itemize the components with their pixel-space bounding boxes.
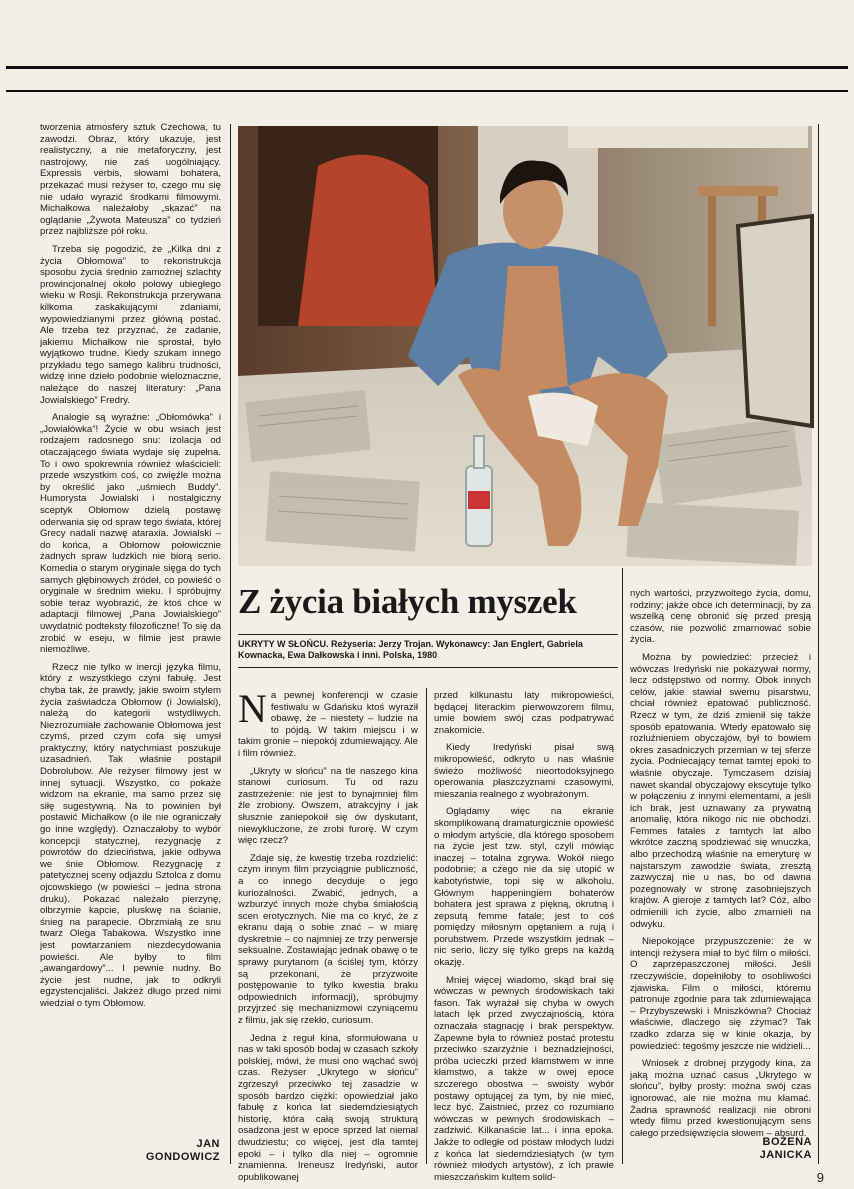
paragraph	[40, 662, 221, 1010]
paragraph	[40, 412, 221, 655]
signature-line: JAN	[196, 1138, 220, 1150]
column-divider	[622, 568, 623, 1164]
paragraph-text: Mniej więcej wiadomo, skąd brał się wówczas w pewnych środowiskach taki fason. Tak wyrażał się chyba w owych latach lęk przed zwyczajnością, która oznaczała stagnację i brak perspektyw. Zapewne była to również postać protestu przeciwko szarzyźnie i beznadziejności, próba ucieczki przed kłamstwem w inne kłamstwo, a także w owej epoce szczerego obostwa – swoisty wybór postawy optującej za tym, by nie mieć, lecz być. Zaistnieć, przez co rozumiano wówczas w pewnych środowiskach – zadziwić. Kilkanaście lat... i inna epoka. Jakże to odległe od postaw młodych ludzi z końca lat siedemdziesiątych (w tym również młodych artystów), z ich prawie mieszczańskim kultem solid-	[434, 974, 614, 1183]
paragraph-text: Trzeba się pogodzić, że „Kilka dni z życia Obłomowa” to rekonstrukcja sposobu życia średnio zamożnej szlachty prowincjonalnej około połowy ubiegłego wieku w Rosji. Rekonstrukcja przerywana kilkoma zaskakującymi zdaniami, wypowiedzianymi przez główną postać. Ale trzeba też przyznać, że zadanie, jakiemu Michałkow nie sprostał, było wyjątkowo trudne. Kiedy szukam innego przykładu tego samego kalibru trudności, widzę inne dzieło podobnie wieloznaczne, należące do naszej literatury: „Pana Jowialskiego” Fredry.	[40, 243, 221, 406]
article-column-2	[434, 690, 614, 1183]
signature-line: JANICKA	[759, 1149, 812, 1161]
paragraph	[40, 122, 221, 238]
header-rule-top	[6, 66, 848, 69]
paragraph-text: Można by powiedzieć: przecież i wówczas Iredyński nie pokazywał normy, lecz odstępstwo od normy. Obok innych celów, jakie stawiał swemu pisarstwu, chciał również epatować publiczność. Rzecz w tym, że dziś zmienił się także sposób epatowania. Wtedy epatowało się rozluźnieniem obyczajów, był to bowiem okres zasadniczych przemian w tej sferze życia. Podniecający temat tamtej epoki to właśnie obyczaje. Tymczasem dzisiaj nawet skandal obyczajowy ekscytuje tylko w połączeniu z innymi elementami, a jeśli ich brak, jest uznawany za prywatną anomalię, która nikogo nic nie obchodzi. Femmes fatales z tamtych lat albo wkrótce zaczną spodziewać się wnuczka, albo przechodzą właśnie na emeryturę w najstarszym zawodzie świata, zresztą zazwyczaj nie u nas, bo od dawna pozegnowały w stronę zasobniejszych krajów. A gieroje z tamtych lat? Cóż, albo odmienili ich życie, albo zmarnieli na odwyku.	[630, 651, 811, 930]
header-rule-bottom	[6, 90, 848, 92]
paragraph-text: nych wartości, przyzwoitego życia, domu, rodziny; jakże obce ich determinacji, by za wszelką cenę obronić się przed presją czasów, nie pozwolić zmarnować sobie życia.	[630, 588, 811, 646]
paragraph-text: Niepokojące przypuszczenie: że w intencji reżysera miał to być film o miłości. O zaprzepaszczonej miłości. Jeśli rzeczywiście, dopełniłoby to osobliwości zjawiska. Film o miłości, któremu patronuje zgodnie para tak zdumiewająca – Przybyszewski i Mniszkówna? Chociaż właściwie, dlaczego się zżymać? Tak rzadko zdarza się w kinie okazja, by powiedzieć: tegośmy jeszcze nie widzieli...	[630, 936, 811, 1052]
film-credits: UKRYTY W SŁOŃCU. Reżyseria: Jerzy Trojan. Wykonawcy: Jan Englert, Gabriela Kownacka, Ewa Dałkowska i inni. Polska, 1980	[238, 634, 618, 668]
article-column-1	[238, 686, 418, 1183]
photo-illustration	[238, 126, 812, 566]
paragraph	[434, 690, 614, 736]
paragraph	[434, 806, 614, 968]
paragraph	[434, 742, 614, 800]
film-still-photo	[238, 126, 812, 566]
paragraph	[238, 1033, 418, 1184]
paragraph-text: tworzenia atmosfery sztuk Czechowa, tu zawodzi. Obraz, który ukazuje, jest realistyczny, a nie metaforyczny, jest nastrojowy, nie zaś uogólniający. Expressis verbis, słowami bohatera, przekazać musi reżyser to, czego mu się nie udało wyrazić środkami filmowymi. Michałkowa należałoby „skazać” na oglądanie „Żywota Mateusza” co tydzień przez najbliższe pół roku.	[40, 122, 221, 238]
page-number: 9	[816, 1170, 824, 1185]
paragraph	[630, 936, 811, 1052]
paragraph-text: Kiedy Iredyński pisał swą mikropowieść, odkryto u nas właśnie świeżo możliwość nieortodoksyjnego operowania płaszczyznami czasowymi, mieszania realnego z wyobrażonym.	[434, 742, 614, 800]
paragraph	[630, 652, 811, 930]
paragraph-text: Rzecz nie tylko w inercji języka filmu, który z wszystkiego czyni fabułę. Jest chyba tak, że prawdy, jakie swoim stylem życia zaświadcza Obłomow (i Jowialski), należą do kategorii wstydliwych. Niezrozumiałe zachowanie Obłomowa jest czymś, przed czym cofa się umysł praktyczny, który natychmiast poszukuje uzasadnień. Tak właśnie postąpił Dobrolubow. Ale reżyser filmowy jest w innej sytuacji. Wszystko, co pokaże widzom na ekranie, ma samo przez się siłę sugestywną. Na to powinien był postawić Michałkow (o ile nie ograniczały go inne względy). Oznaczałoby to wybór koncepcji statycznej, rezygnację z powrotów do dzieciństwa, jakie odbywa we śnie Obłomow. Rezygnację z patetycznej sceny odjazdu Sztolca z domu ojcowskiego (w powieści – jedna strona druku). Pokazać należało pierzynę, olbrzymie kapcie, pluskwę na ścianie, śnieg na parapecie. Obrzmiałą ze snu twarz Olega Tabakowa. Wszystko inne jest powtarzaniem niezdecydowania powieści. Ale byłby to film „awangardowy”... I pewnie nudny. Bo życie jest nudne, jak to odkryli egzystencjaliści. Jakżeż długo przed nimi wiedział o tym Obłomow.	[40, 661, 221, 1009]
paragraph-text: a pewnej konferencji w czasie festiwalu w Gdańsku ktoś wyraził obawę, że – niestety – ludzie na to pójdą. W takim miejscu i w takim gronie – niepokój zdumiewający. Ale i film również.	[238, 690, 418, 759]
paragraph-text: „Ukryty w słońcu” na tle naszego kina stanowi curiosum. Tu od razu zastrzeżenie: nie jest to bynajmniej film źle zrobiony. Owszem, atrakcyjny i jak słusznie zaniepokoił się ów dyskutant, niewykluczone, że zrobi furorę. W czym więc rzecz?	[238, 765, 418, 847]
left-signature	[100, 1138, 220, 1164]
paragraph	[238, 686, 418, 760]
article-title: Z życia białych myszek	[238, 582, 577, 621]
paragraph-text: przed kilkunastu laty mikropowieści, będącej literackim pierwowzorem filmu, umie bowiem swój czas podpatrywać znakomicie.	[434, 690, 614, 736]
paragraph-text: Analogie są wyraźne: „Obłomówka” i „Jowiałówka”! Życie w obu wsiach jest rodzajem radosnego snu: izolacja od otaczającego świata wydaje się zupełna. To i owo spokrewnia również właścicieli: przede wszystkim coś, co zwięźle można by określić jako „uśmiech Buddy”. Humorysta Jowialski i nostalgiczny sceptyk Obłomow dzielą postawę oderwania się od spraw tego świata, której Grecy nadali nazwę ataraxia. Jowialski – do końca, a Obłomow połowicznie żadnych spraw ludzkich nie biorą serio. Komedia o starym oryginale sięga do tych samych głębinowych źródeł, co powieść o oryginale w średnim wieku. I spróbujmy sobie teraz wyobrazić, że ktoś chce w adaptacji filmowej „Pana Jowialskiego” uwydatnić podteksty filozoficzne! To się da zrobić w eseju, w filmie jest prawie niemożliwe.	[40, 412, 221, 656]
column-divider	[818, 124, 819, 1164]
drop-cap: N	[238, 686, 267, 731]
paragraph	[40, 244, 221, 406]
signature-line: GONDOWICZ	[145, 1151, 220, 1163]
paragraph-text: Wniosek z drobnej przygody kina, za jaką można uznać casus „Ukrytego w słońcu”, byłby prosty: można swój czas ignorować, ale nie można mu kłamać. Żadna sprawność realizacji nie obroni wtedy filmu przed kwestionującym sens całego przedsięwzięcia słowem – absurd.	[630, 1058, 811, 1139]
paragraph	[238, 766, 418, 847]
paragraph	[238, 853, 418, 1027]
article-signature	[690, 1136, 812, 1162]
column-divider	[426, 688, 427, 1164]
paragraph	[434, 975, 614, 1184]
column-divider	[230, 124, 231, 1164]
left-column-text	[40, 122, 221, 1130]
paragraph-text: Jedna z reguł kina, sformułowana u nas w taki sposób bodaj w czasach szkoły polskiej, mówi, że musi ono wąchać swój czas. Reżyser „Ukrytego w słońcu” zgrzeszył przeciwko tej zasadzie w sposób bardzo ciężki: opowiedział jako fabułę z końca lat siedemdziesiątych historię, która całą swoją strukturą osadzona jest w epoce sprzed lat niemal dwudziestu; co więcej, jest dla tamtej epoki – i tylko dla niej – ogromnie znamienna. Ireneusz Iredyński, autor opublikowanej	[238, 1032, 418, 1183]
paragraph-text: Zdaje się, że kwestię trzeba rozdzielić: czym innym film przyciągnie publiczność, a co innego decyduje o jego kuriozalności. Zwabić, jednych, a wzburzyć innych może chyba śmiałością scen erotycznych. Nie ma co kryć, że z ekranu dają o sobie znać – w miarę dyskretnie – co najmniej ze trzy perwersje seksualne. Zostawiając jednak obawę o te sprawy purytanom (a ściślej tym, którzy są przekonani, że przyzwoite postępowanie to tylko kwestia braku odpowiednich informacji), spróbujmy przyjrzeć się mechanizmowi czyniącemu z filmu, jak się rzekło, curiosum.	[238, 852, 418, 1027]
paragraph	[630, 588, 811, 646]
paragraph-text: Oglądamy więc na ekranie skomplikowaną dramaturgicznie opowieść o młodym artyście, dla którego sposobem na życie jest tzw. styl, czyli mówiąc inaczej – totalna zgrywa. Wokół niego podobnie; a czego nie da się utopić w kabotyństwie, topi się w alkoholu. Głównym happeningiem bohaterów bohatera jest sprawa z piękną, okrutną i zepsutą femme fatale; jest to coś pomiędzy miłosnym opętaniem a rują i porubstwem. Przede wszystkim jednak – nic serio, liczy się tylko greps na każdą okazję.	[434, 806, 614, 969]
article-column-3	[630, 588, 811, 1139]
signature-line: BOŻENA	[762, 1136, 812, 1148]
paragraph	[630, 1058, 811, 1139]
